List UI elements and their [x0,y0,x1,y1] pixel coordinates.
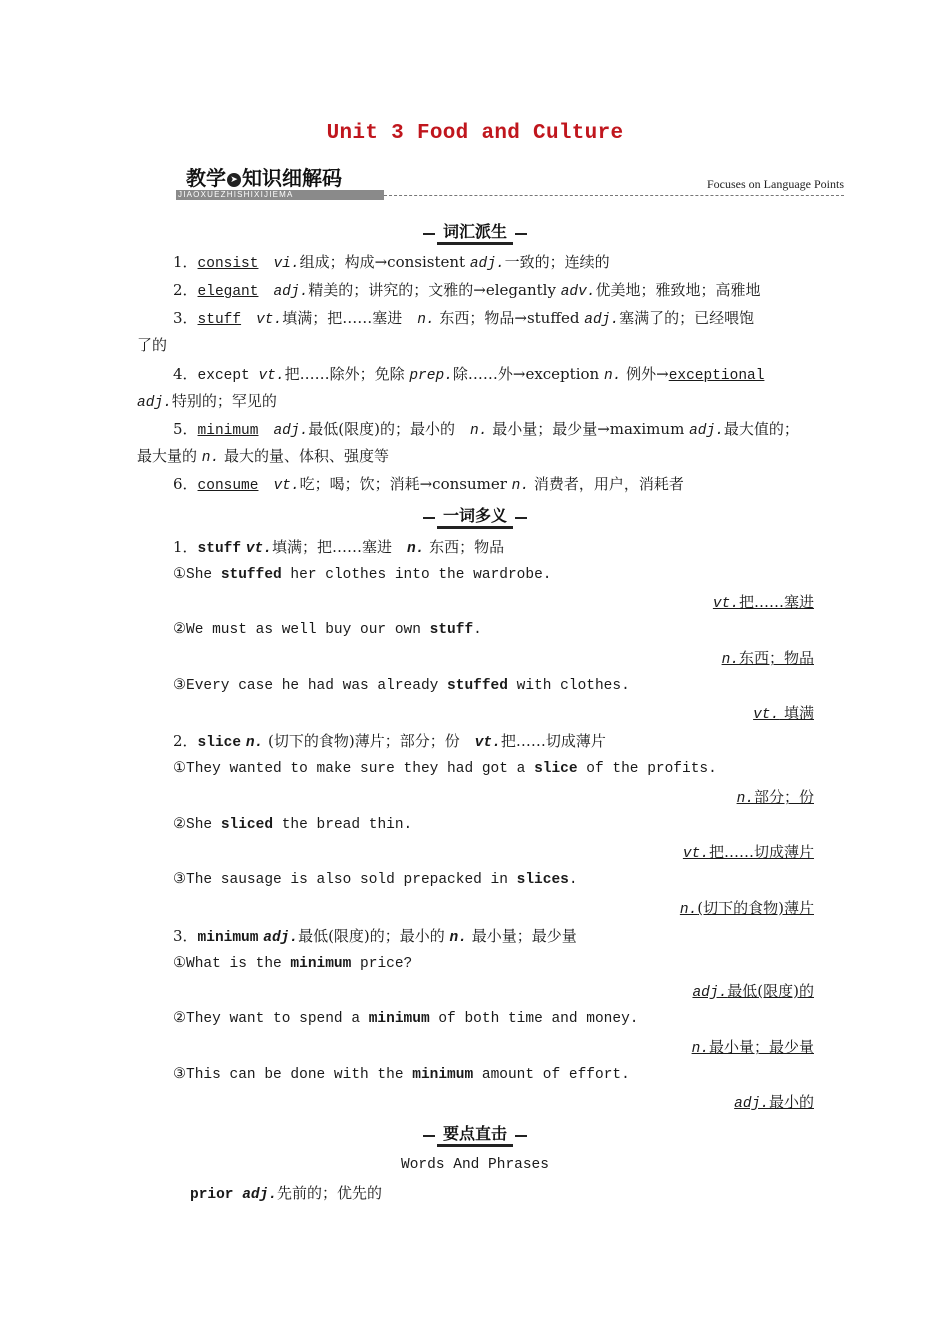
meaning: 塞满了的；已经喂饱 [619,309,755,327]
item-num: 2． [173,732,198,750]
pos: adj. [273,284,309,300]
section-title: 词汇派生 [437,222,513,245]
example-text: We must as well buy our own [186,622,430,638]
vocab-item-1 [173,252,610,274]
vocab-word: minimum [197,423,259,439]
vocab-word: elegant [197,284,259,300]
example-mark: ① [173,761,186,777]
pos: adj. [469,256,505,272]
example-text: of both time and money. [429,1011,639,1027]
item-num: 5． [173,420,198,438]
vocab-item-4 [173,364,764,386]
meaning: 吃；喝；饮；消耗→consumer [299,475,512,493]
arrow-icon: ➤ [227,173,241,187]
section-banner [176,162,844,204]
example-sentence [173,565,551,585]
example-mark: ② [173,1011,186,1027]
answer [737,787,814,809]
keyword: stuff [429,622,474,638]
keyword: stuffed [447,678,508,694]
vocab-item-6 [173,474,684,496]
example-text: the bread thin. [273,817,413,833]
meaning: 把……塞进 [738,593,814,611]
example-text: She [186,567,221,583]
pos: prep. [409,368,453,384]
pos: n. [736,791,754,807]
meaning: 最大值的； [723,420,799,438]
example-text: her clothes into the wardrobe. [281,567,552,583]
example-mark: ② [173,817,186,833]
pos: n. [691,1041,709,1057]
meaning: 东西；物品→stuffed [434,309,585,327]
vocab-item-3 [173,308,754,330]
vocab-word: minimum [197,930,259,946]
meaning: 精美的；讲究的；文雅的→elegantly [308,281,561,299]
example-text: They wanted to make sure they had got a [186,761,535,777]
meaning: 优美地；雅致地；高雅地 [595,281,761,299]
item-num: 6． [173,475,198,493]
meaning: 消费者，用户，消耗者 [529,475,684,493]
meaning: 除……外→exception [452,365,604,383]
meaning: 最小量；最少量 [466,927,577,945]
meaning: (切下的食物)薄片 [697,899,814,917]
item-num: 3． [173,309,198,327]
meaning: 例外→ [621,365,669,383]
pos: n. [406,541,425,557]
section-header-vocab [0,222,950,245]
meaning: 东西；物品 [738,649,814,667]
vocab-item-3-cont [137,335,167,355]
example-text: This can be done with the [186,1067,413,1083]
vocab-word: except [197,368,259,384]
meaning: 特别的；罕见的 [171,392,277,410]
example-sentence [173,1009,639,1029]
keyword: stuffed [220,567,282,583]
example-text: amount of effort. [473,1067,630,1083]
pos: adj. [273,423,309,439]
keyword: slices [516,872,569,888]
vocab-word: prior [190,1187,243,1203]
pos: n. [449,930,467,946]
answer [692,1037,814,1059]
vocab-item-4-cont [137,391,277,413]
keyword: sliced [220,817,274,833]
answer [692,981,814,1003]
section-title: 要点直击 [437,1124,513,1147]
example-mark: ① [173,567,186,583]
section-header-polysemy [0,506,950,529]
meaning: 部分；份 [753,788,814,806]
meaning: 最低(限度)的；最小的 [308,420,471,438]
page-title: Unit 3 Food and Culture [326,122,624,145]
example-text: They want to spend a [186,1011,369,1027]
pos: vt. [245,541,272,557]
vocab-word: stuff [197,312,242,328]
keyword: minimum [290,956,352,972]
example-sentence [173,954,412,974]
pos: adj. [242,1187,278,1203]
keypoints-subtitle: Words And Phrases [401,1157,549,1173]
example-mark: ③ [173,872,186,888]
item-num: 4． [173,365,198,383]
example-sentence [173,759,717,779]
example-mark: ① [173,956,186,972]
meaning: 最小的 [768,1093,814,1111]
vocab-word: consume [197,478,259,494]
example-text: . [473,622,482,638]
pos: adj. [263,930,299,946]
meaning: 了的 [137,336,168,354]
meaning: 把……切成薄片 [708,843,814,861]
pos: n. [245,735,264,751]
pos: n. [679,902,698,918]
vocab-item-5 [173,419,799,441]
banner-pinyin: JIAOXUEZHISHIXIJIEMA [178,190,294,199]
banner-heading-b: 知识细解码 [242,166,342,190]
keyword: minimum [412,1067,474,1083]
pos: adj. [584,312,620,328]
meaning: 填满；把……塞进 [282,309,418,327]
example-text: The sausage is also sold prepacked in [186,872,517,888]
meaning: 最小量；最少量→maximum [487,420,690,438]
meaning: 东西；物品 [424,538,505,556]
pos: vt. [712,596,739,612]
banner-divider [384,195,844,196]
example-text: What is the [186,956,291,972]
section-header-keypoints [0,1124,950,1147]
meaning: 最大量的 [137,447,202,465]
vocab-item-5-cont [137,446,389,468]
meaning: 把……切成薄片 [500,732,606,750]
meaning: (切下的食物)薄片；部分；份 [263,732,475,750]
vocab-word: exceptional [668,368,765,384]
section-title: 一词多义 [437,506,513,529]
pos: vi. [273,256,300,272]
meaning: 先前的；优先的 [277,1184,383,1202]
meaning: 填满；把……塞进 [271,538,407,556]
pos: vt. [256,312,283,328]
example-mark: ② [173,622,186,638]
example-sentence [173,676,630,696]
pos: adj. [734,1096,769,1112]
example-text: She [186,817,221,833]
answer [713,592,814,614]
meaning: 一致的；连续的 [504,253,610,271]
example-text: . [568,872,578,888]
pos: adj. [692,985,728,1001]
polysemy-head-2 [173,731,606,753]
example-mark: ③ [173,678,186,694]
polysemy-head-3 [173,926,577,948]
pos: vt. [753,707,780,723]
polysemy-head-1 [173,537,504,559]
answer [680,898,814,920]
pos: n. [511,478,530,494]
pos: adj. [689,423,724,439]
pos: n. [603,368,622,384]
example-sentence [173,1065,630,1085]
answer [683,842,814,864]
pos: n. [201,450,220,466]
pos: vt. [258,368,285,384]
example-sentence [173,870,578,890]
meaning: 把……除外；免除 [284,365,410,383]
keyword: minimum [368,1011,430,1027]
keypoint-entry [190,1183,382,1205]
vocab-word: consist [197,256,259,272]
pos: adv. [560,284,596,300]
example-sentence [173,620,482,640]
vocab-item-2 [173,280,761,302]
vocab-word: slice [197,735,242,751]
answer [734,1092,814,1114]
meaning: 最小量；最少量 [708,1038,814,1056]
pos: vt. [682,846,709,862]
item-num: 1． [173,538,198,556]
keyword: slice [534,761,578,777]
meaning: 组成；构成→consistent [299,253,470,271]
banner-heading [186,162,342,191]
pos: n. [417,312,435,328]
item-num: 1． [173,253,198,271]
banner-heading-a: 教学 [186,166,226,190]
pos: n. [470,423,488,439]
pos: n. [721,652,739,668]
meaning: 填满 [779,704,814,722]
item-num: 2． [173,281,198,299]
banner-subtitle: Focuses on Language Points [707,177,844,191]
pos: adj. [137,395,172,411]
pos: vt. [474,735,501,751]
example-sentence [173,815,412,835]
example-mark: ③ [173,1067,186,1083]
example-text: of the profits. [577,761,717,777]
answer [722,648,814,670]
meaning: 最低(限度)的；最小的 [298,927,450,945]
example-text: Every case he had was already [186,678,448,694]
answer [753,703,814,725]
pos: vt. [273,478,300,494]
vocab-word: stuff [197,541,242,557]
example-text: price? [351,956,413,972]
item-num: 3． [173,927,198,945]
meaning: 最大的量、体积、强度等 [219,447,389,465]
example-text: with clothes. [507,678,630,694]
meaning: 最低(限度)的 [727,982,814,1000]
